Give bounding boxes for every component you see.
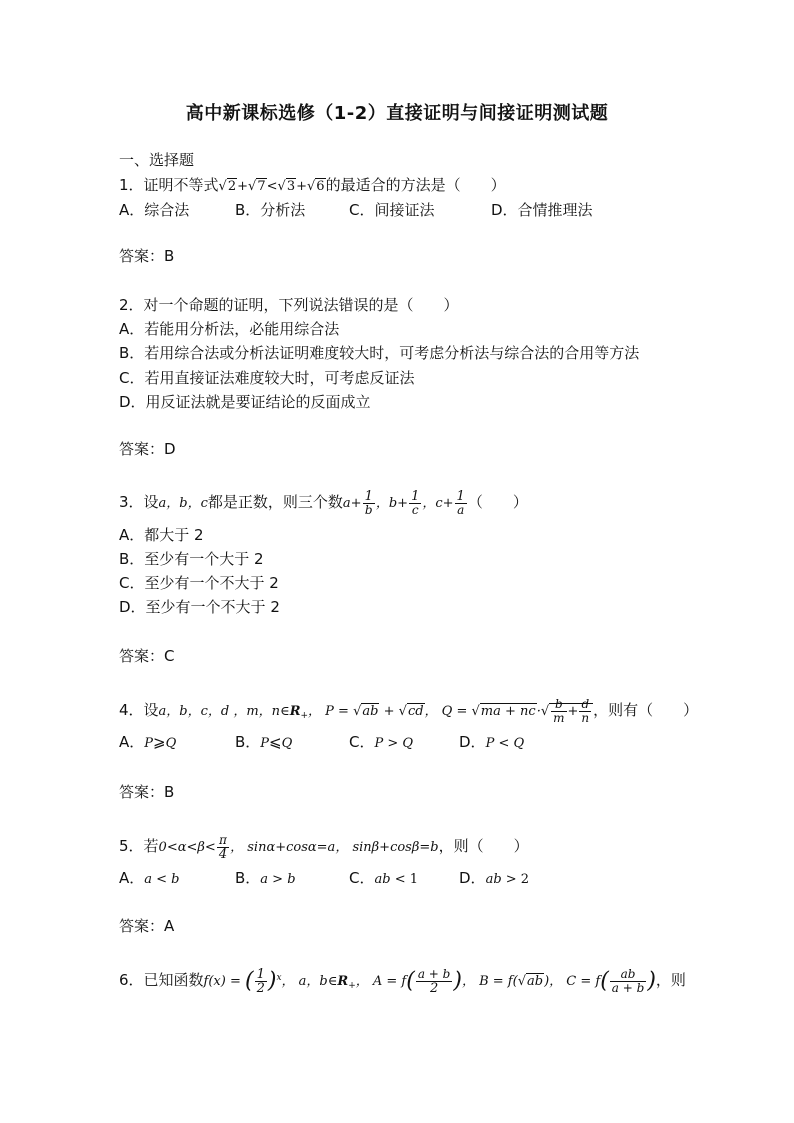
question-3-prefix: 3．设 — [119, 493, 159, 511]
question-3-stem — [119, 490, 528, 517]
q3-option-c[interactable]: C．至少有一个不大于 2 — [119, 574, 279, 592]
q1-option-d[interactable]: D．合情推理法 — [491, 201, 593, 219]
q2-option-a[interactable]: A．若能用分析法，必能用综合法 — [119, 320, 340, 338]
question-3-formula: a+ $\frac{1}{b}$ ，b+ $\frac{1}{c}$ ，c+ $\frac{1}{a}$ — [342, 489, 465, 517]
question-1-stem — [119, 175, 506, 197]
q3-option-d[interactable]: D．至少有一个不大于 2 — [119, 598, 280, 616]
question-3-suffix: （ ） — [467, 493, 528, 511]
q3-option-a[interactable]: A．都大于 2 — [119, 526, 204, 544]
question-4-answer: 答案：B — [119, 783, 175, 801]
question-5-answer: 答案：A — [119, 917, 175, 935]
question-1-prefix: 1．证明不等式 — [119, 176, 219, 194]
question-4-prefix: 4．设 — [119, 701, 159, 719]
page-title: 高中新课标选修（1-2）直接证明与间接证明测试题 — [185, 103, 609, 124]
question-6-prefix: 6．已知函数 — [119, 971, 204, 989]
question-6-formula: f(x) = ( $\frac{1}{2}$ )$^x$， a，$b\in R_+$， A = f( $\frac{a + b}{2}$ )， B = f(√ab)， C = f( $\frac{ab}{a + b}$ ) — [203, 967, 656, 996]
question-3-mid: 都是正数，则三个数 — [207, 493, 343, 511]
q1-option-a[interactable]: A．综合法 — [119, 201, 190, 219]
question-4-formula: a，b，c，d ，m，$n\in R_+$， P = √ab + √cd， Q = √ma + nc·√ $\frac{b}{m}$ + $\frac{d}{n}$ — [159, 704, 594, 719]
question-5-formula: 0<α<β< $\frac{\pi}{4}$ ， sinα+cosα=a， sinβ+cosβ=b — [158, 833, 439, 862]
question-5-prefix: 5．若 — [119, 837, 159, 855]
q5-option-a[interactable]: A．a < b — [119, 869, 180, 887]
question-5-suffix: ，则（ ） — [438, 837, 529, 855]
question-4-stem — [119, 698, 698, 726]
question-2-answer: 答案：D — [119, 440, 176, 458]
question-4-options — [119, 732, 524, 754]
q4-option-a[interactable]: A．P⩾Q — [119, 733, 177, 751]
section-heading: 一、选择题 — [119, 151, 195, 169]
question-4-suffix: ，则有（ ） — [593, 701, 699, 719]
question-6-suffix: ，则 — [655, 971, 686, 989]
question-3-answer: 答案：C — [119, 647, 175, 665]
q2-option-c[interactable]: C．若用直接证法难度较大时，可考虑反证法 — [119, 369, 415, 387]
question-5-options — [119, 868, 529, 890]
q3-option-b[interactable]: B．至少有一个大于 2 — [119, 550, 264, 568]
q1-option-b[interactable]: B．分析法 — [235, 201, 306, 219]
question-1-answer: 答案：B — [119, 247, 175, 265]
q5-option-b[interactable]: B．a > b — [235, 869, 296, 887]
q4-option-c[interactable]: C．P > Q — [349, 733, 414, 751]
question-6-stem — [119, 968, 686, 996]
q5-option-c[interactable]: C．ab < 1 — [349, 869, 418, 887]
question-2-stem: 2．对一个命题的证明，下列说法错误的是（ ） — [119, 296, 459, 314]
question-1-suffix: 的最适合的方法是（ ） — [325, 176, 506, 194]
q5-option-d[interactable]: D．ab > 2 — [459, 869, 530, 887]
question-1-formula: √2+√7<√3+√6 — [218, 179, 325, 194]
q1-option-c[interactable]: C．间接证法 — [349, 201, 435, 219]
q4-option-b[interactable]: B．P⩽Q — [235, 733, 293, 751]
question-5-stem — [119, 834, 529, 861]
question-1-options — [119, 200, 593, 220]
q2-option-b[interactable]: B．若用综合法或分析法证明难度较大时，可考虑分析法与综合法的合用等方法 — [119, 344, 640, 362]
question-3-vars: a，b，c — [158, 496, 208, 511]
q2-option-d[interactable]: D．用反证法就是要证结论的反面成立 — [119, 393, 371, 411]
q4-option-d[interactable]: D．P < Q — [459, 733, 525, 751]
